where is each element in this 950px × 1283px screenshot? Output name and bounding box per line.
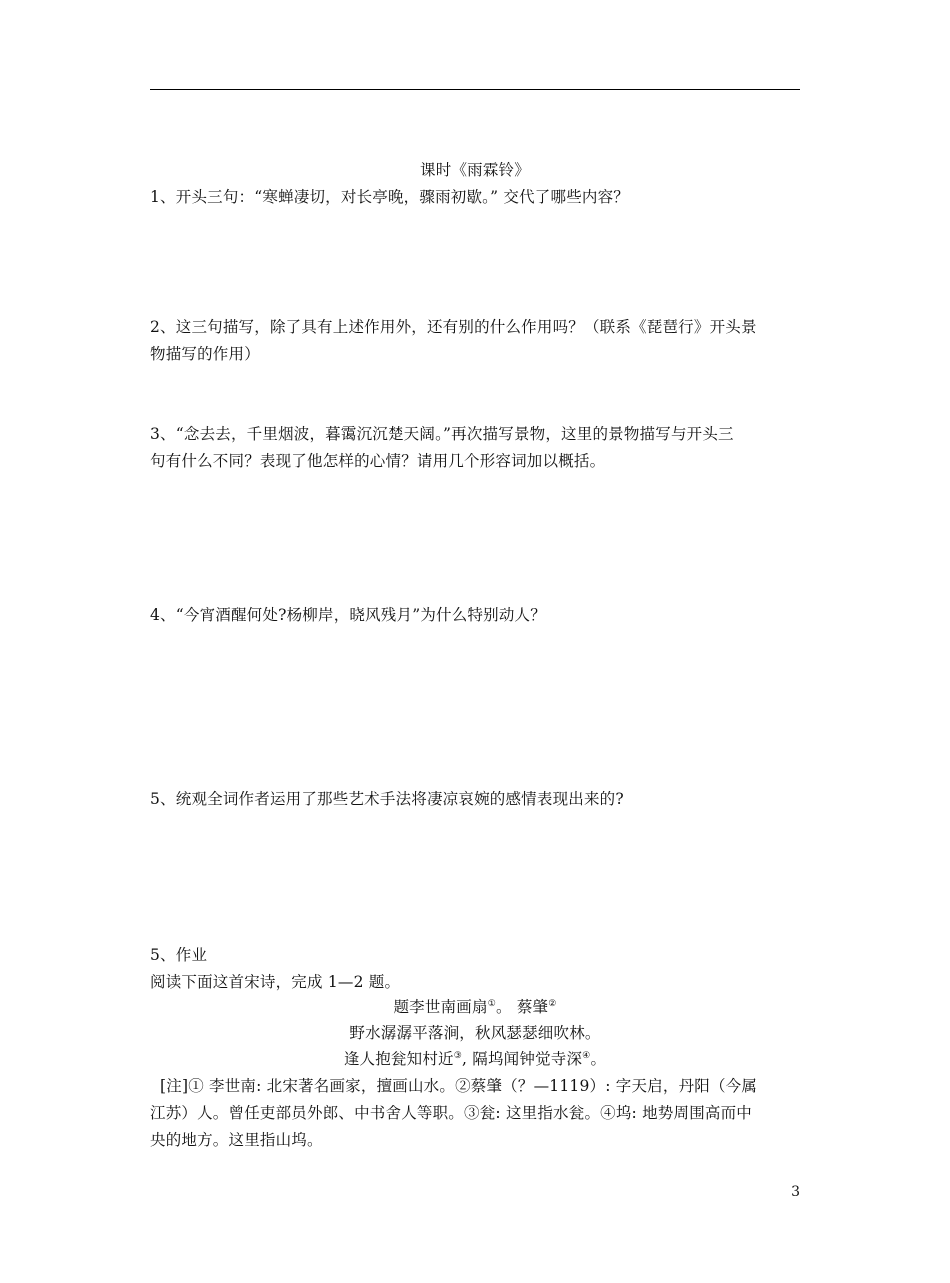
poem-line-2-footnote-mark-4: ④ [582,1050,591,1061]
poem-line-2-part-a: 逢人抱瓮知村近 [343,1050,454,1068]
notes-line-3: 央的地方。这里指山坞。 [150,1131,323,1149]
poem-line-2-part-c: 。 [590,1050,607,1068]
question-2-line-1: 2、这三句描写，除了具有上述作用外，还有别的什么作用吗？（联系《琵琶行》开头景 [150,318,757,336]
homework-instruction: 阅读下面这首宋诗，完成 1—2 题。 [150,973,401,991]
header-rule [150,89,800,90]
poem-title-footnote-mark: ① [487,998,496,1009]
notes-line-2: 江苏）人。曾任吏部员外郎、中书舍人等职。③瓮: 这里指水瓮。④坞: 地势周围高而中 [150,1104,753,1122]
page-number: 3 [791,1184,800,1200]
poem-line-1: 野水潺潺平落涧，秋风瑟瑟细吹林。 [349,1024,601,1042]
question-4: 4、“今宵酒醒何处?杨柳岸，晓风残月”为什么特别动人？ [150,606,546,624]
notes-line-1: [注]① 李世南: 北宋著名画家，擅画山水。②蔡肇（？—1119）: 字天启，丹阳（今属 [160,1077,758,1095]
poem-line-2 [150,1048,800,1070]
poem-line-2-part-b: , 隔坞闻钟觉寺深 [462,1050,583,1068]
lesson-title: 课时《雨霖铃》 [420,161,530,179]
poem-title [150,996,800,1018]
homework-heading: 5、作业 [150,946,208,964]
question-1: 1、开头三句：“寒蝉凄切，对长亭晚，骤雨初歇。” 交代了哪些内容？ [150,188,629,206]
poem-line-2-footnote-mark-3: ③ [453,1050,463,1061]
question-3-line-1: 3、“念去去，千里烟波，暮霭沉沉楚天阔。”再次描写景物，这里的景物描写与开头三 [150,425,734,443]
question-3-line-2: 句有什么不同？表现了他怎样的心情？请用几个形容词加以概括。 [150,452,606,470]
poem-author-footnote-mark: ② [548,998,557,1009]
question-2-line-2: 物描写的作用） [150,345,260,363]
question-5: 5、统观全词作者运用了那些艺术手法将凄凉哀婉的感情表现出来的? [150,790,624,808]
poem-author: 蔡肇 [516,998,549,1016]
poem-title-text: 题李世南画扇 [393,998,488,1016]
poem-title-separator: 。 [495,998,512,1016]
